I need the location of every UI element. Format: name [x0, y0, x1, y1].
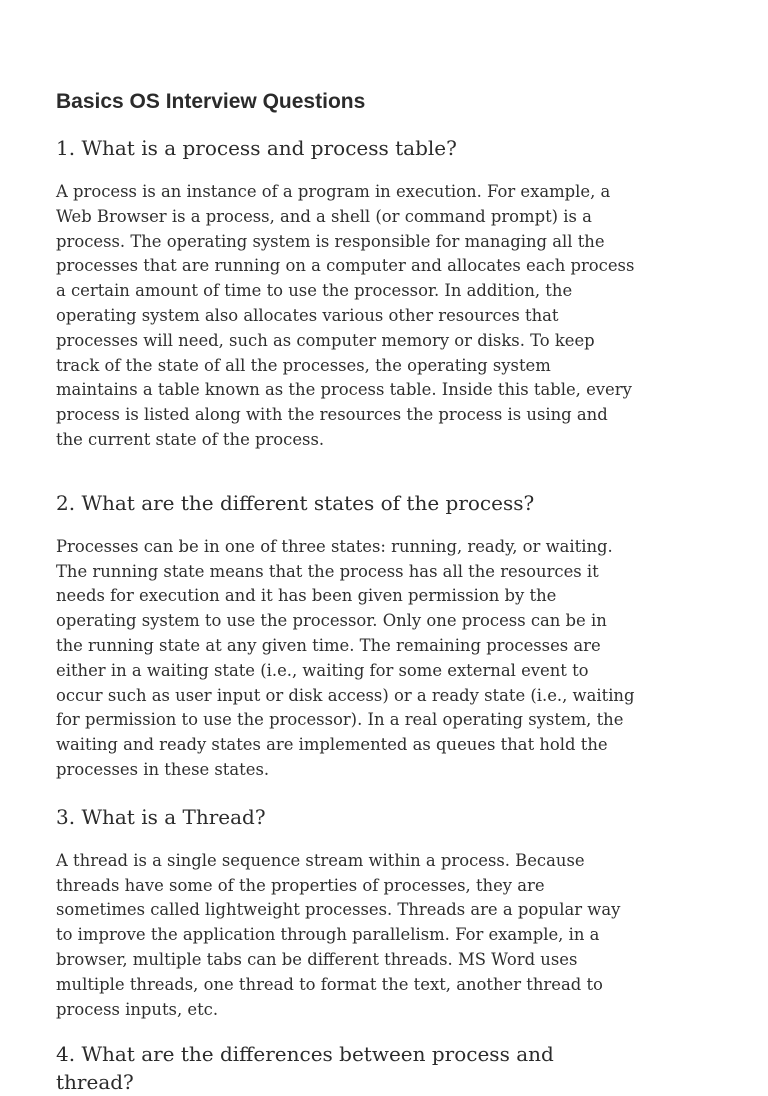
question-heading-1: 1. What is a process and process table? [56, 136, 457, 160]
question-heading-3: 3. What is a Thread? [56, 804, 266, 829]
answer-paragraph-1: A process is an instance of a program in execution. For example, a Web Browser is a process, and a shell (or command prompt) is a process. The operating system is responsible for managing all the processes that are running on a computer and allocates each process a certain amount of time to use the processor. In addition, the operating system also allocates various other resources that processes will need, such as computer memory or disks. To keep track of the state of all the processes, the operating system maintains a table known as the process table. Inside this table, every process is listed along with the resources the process is using and the current state of the process. [56, 182, 635, 449]
document-body [56, 88, 636, 1096]
answer-paragraph-3: A thread is a single sequence stream within a process. Because threads have some of the properties of processes, they are sometimes called lightweight processes. Threads are a popular way to improve the application through parallelism. For example, in a browser, multiple tabs can be different threads. MS Word uses multiple threads, one thread to format the text, another thread to process inputs, etc. [56, 850, 621, 1019]
question-heading-4: 4. What are the differences between process and thread? [56, 1042, 554, 1095]
section-title: Basics OS Interview Questions [56, 90, 366, 113]
question-heading-2: 2. What are the different states of the process? [56, 490, 535, 515]
answer-paragraph-2: Processes can be in one of three states: running, ready, or waiting. The running state means that the process has all the resources it needs for execution and it has been given permission by the operating system to use the processor. Only one process can be in the running state at any given time. The remaining processes are either in a waiting state (i.e., waiting for some external event to occur such as user input or disk access) or a ready state (i.e., waiting for permission to use the processor). In a real operating system, the waiting and ready states are implemented as queues that hold the processes in these states. [56, 536, 635, 779]
